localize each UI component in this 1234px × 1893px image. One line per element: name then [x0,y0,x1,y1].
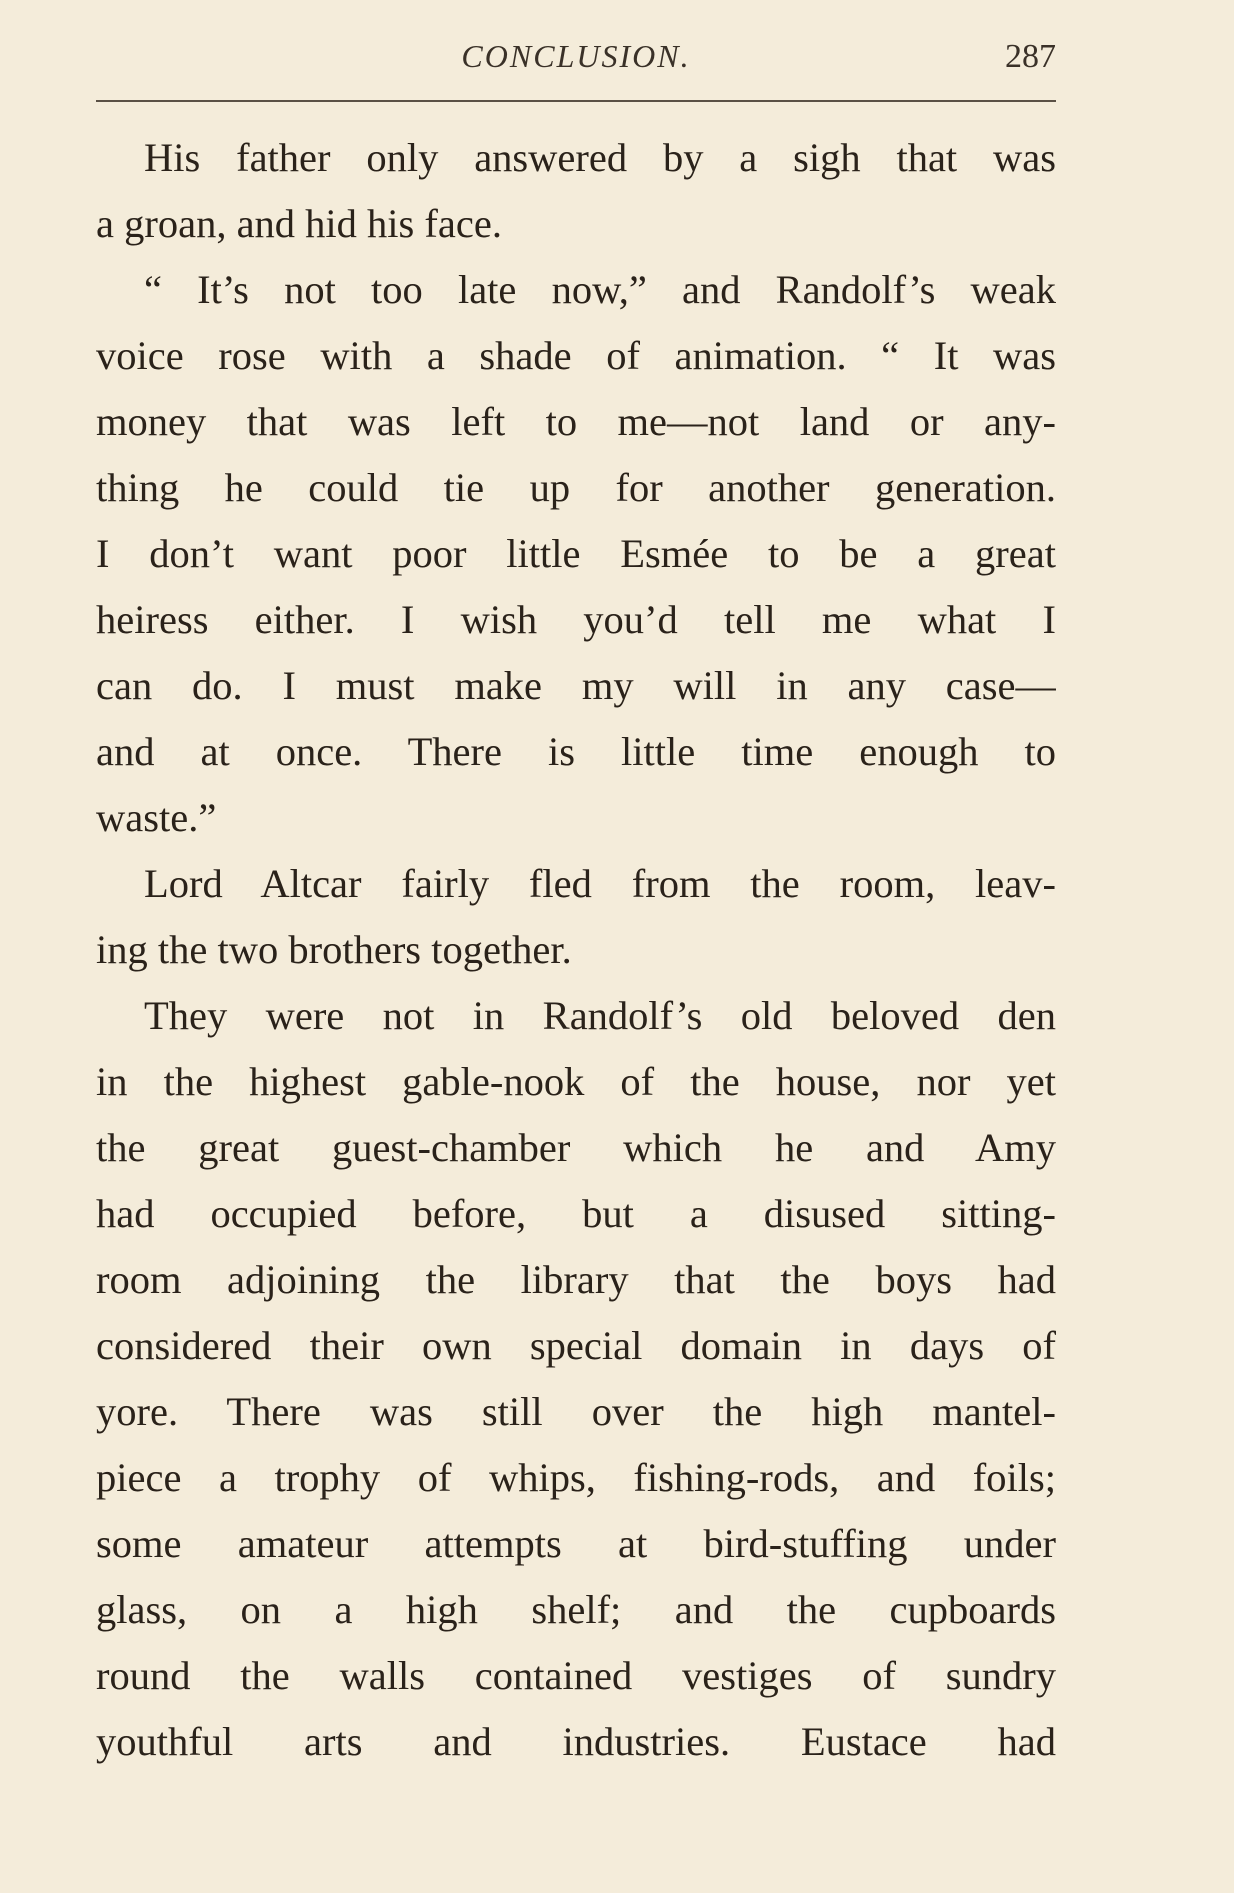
running-head [96,38,1056,88]
text-line: the great guest-chamber which he and Amy [96,1125,1056,1170]
text-line: heiress either. I wish you’d tell me what I [96,597,1056,642]
text-line: waste.” [96,795,217,840]
text-line: room adjoining the library that the boys had [96,1257,1056,1302]
text-line: They were not in Randolf’s old beloved den [144,993,1056,1038]
text-line: glass, on a high shelf; and the cupboards [96,1587,1056,1632]
text-line: thing he could tie up for another generation. [96,465,1056,510]
text-line: had occupied before, but a disused sitting- [96,1191,1056,1236]
text-line: piece a trophy of whips, fishing-rods, and foils; [96,1455,1056,1500]
text-line: and at once. There is little time enough to [96,729,1056,774]
text-line: considered their own special domain in days of [96,1323,1056,1368]
text-line: round the walls contained vestiges of sundry [96,1653,1056,1698]
text-line: ing the two brothers together. [96,927,572,972]
text-line: I don’t want poor little Esmée to be a great [96,531,1056,576]
page-number: 287 [1005,38,1056,75]
text-line: Lord Altcar fairly fled from the room, leav- [144,861,1056,906]
text-line: yore. There was still over the high mantel- [96,1389,1056,1434]
header-rule [96,100,1056,102]
text-line: money that was left to me—not land or any- [96,399,1056,444]
text-line: in the highest gable-nook of the house, nor yet [96,1059,1056,1104]
text-line: voice rose with a shade of animation. “ It was [96,333,1056,378]
text-line: a groan, and hid his face. [96,201,502,246]
body-text [96,125,1056,1775]
running-title: CONCLUSION. [461,38,691,74]
text-line: youthful arts and industries. Eustace had [96,1719,1056,1764]
text-line: His father only answered by a sigh that was [144,135,1056,180]
text-line: can do. I must make my will in any case— [96,663,1056,708]
text-line: “ It’s not too late now,” and Randolf’s weak [144,267,1056,312]
text-line: some amateur attempts at bird-stuffing under [96,1521,1056,1566]
